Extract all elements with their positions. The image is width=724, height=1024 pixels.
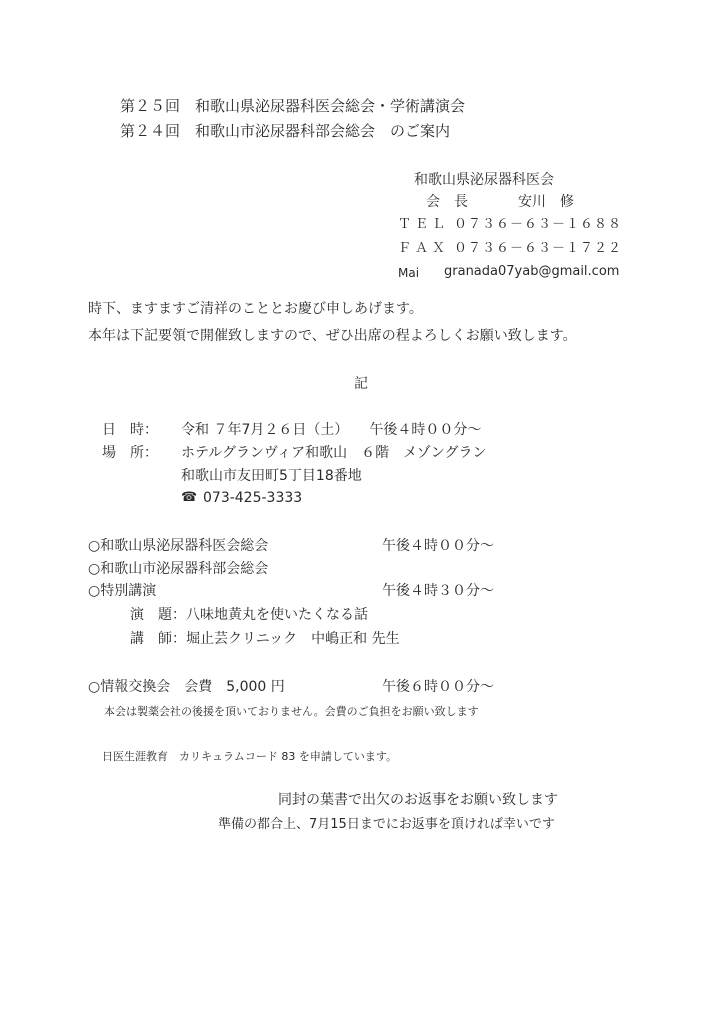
greeting-line-1: 時下、ますますご清祥のこととお慶び申しあげます。	[88, 301, 423, 317]
phone-number: 073-425-3333	[203, 490, 303, 506]
sender-mail: granada07yab@gmail.com	[444, 264, 620, 279]
date-value: 令和 ７年7月２６日（土） 午後４時００分～	[181, 422, 482, 438]
address: 和歌山市友田町5丁目18番地	[181, 468, 362, 484]
sender-role: 会 長	[426, 194, 468, 210]
program-item-1-time: 午後４時００分～	[382, 538, 494, 554]
program-item-3-time: 午後４時３０分～	[382, 583, 494, 599]
date-label: 日 時：	[102, 422, 158, 438]
sender-name: 安川 修	[518, 194, 574, 210]
lecture-topic: 演 題：八味地黄丸を使いたくなる話	[130, 607, 368, 623]
title-line-1: 第２５回 和歌山県泌尿器科医会総会・学術講演会	[120, 97, 466, 115]
title-line-2: 第２４回 和歌山市泌尿器科部会総会 のご案内	[120, 122, 451, 140]
sender-fax: ０７３６－６３－１７２２	[454, 241, 623, 256]
program-item-1: ○和歌山県泌尿器科医会総会	[88, 538, 269, 554]
greeting-line-2: 本年は下記要領で開催致しますので、ぜひ出席の程よろしくお願い致します。	[88, 328, 577, 344]
closing-line-2: 準備の都合上、7月15日までにお返事を頂ければ幸いです	[218, 817, 555, 832]
program-item-4-time: 午後６時００分～	[382, 679, 494, 695]
phone-icon: ☎	[181, 490, 198, 505]
ki-heading: 記	[354, 376, 368, 392]
place-value: ホテルグランヴィア和歌山 ６階 メゾングラン	[181, 445, 487, 461]
program-item-3: ○特別講演	[88, 583, 157, 599]
program-item-4: ○情報交換会 会費 5,000 円	[88, 679, 285, 695]
sender-org: 和歌山県泌尿器科医会	[414, 172, 554, 188]
sender-fax-label: ＦＡＸ	[398, 241, 450, 256]
sender-tel-label: ＴＥＬ	[398, 217, 450, 232]
closing-line-1: 同封の葉書で出欠のお返事をお願い致します	[278, 792, 558, 808]
sender-tel: ０７３６－６３－１６８８	[454, 217, 623, 232]
sender-mail-label: Mai	[398, 266, 420, 280]
lecture-speaker: 講 師：堀止芸クリニック 中嶋正和 先生	[130, 631, 400, 647]
sponsorship-note: 本会は製薬会社の後援を頂いておりません。会費のご負担をお願い致します	[104, 705, 479, 718]
education-note: 日医生涯教育 カリキュラムコード 83 を申請しています。	[102, 750, 397, 763]
place-label: 場 所：	[102, 445, 158, 461]
program-item-2: ○和歌山市泌尿器科部会総会	[88, 561, 269, 577]
